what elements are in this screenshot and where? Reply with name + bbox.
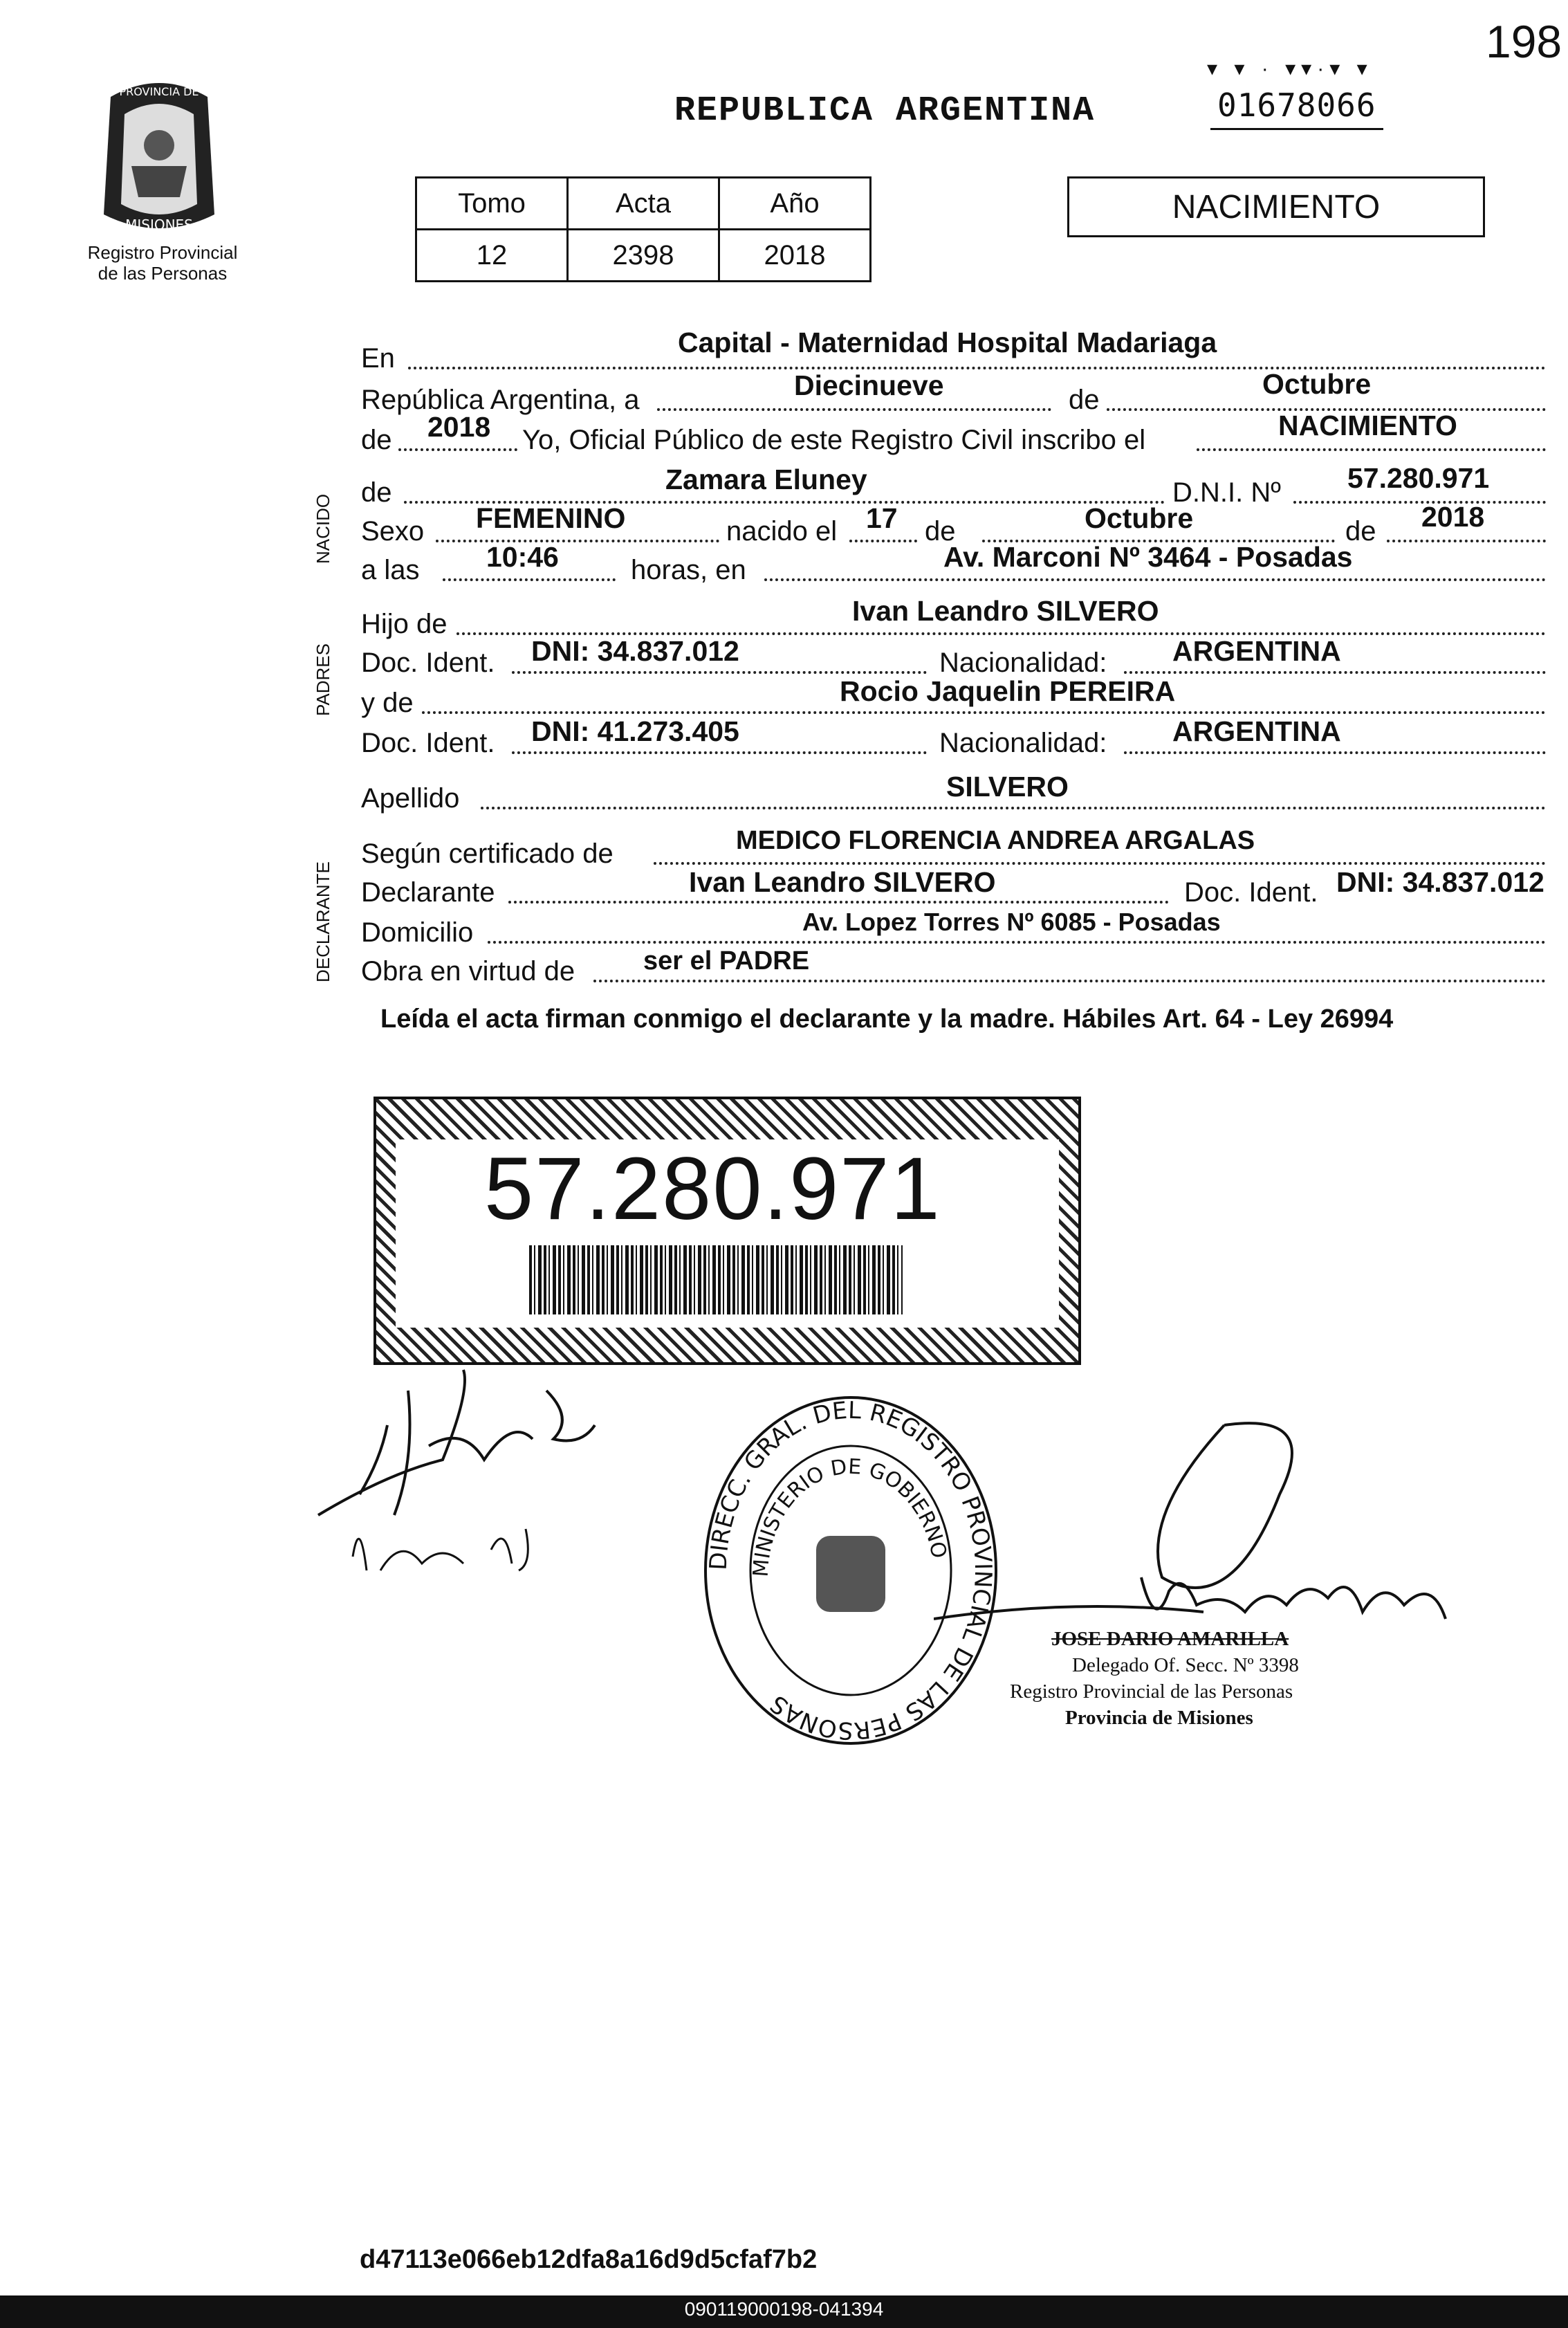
label-de-year: de (361, 425, 392, 455)
logo-top-text: PROVINCIA DE (119, 85, 199, 98)
record-value-anio: 2018 (719, 230, 871, 282)
value-birth-month: Octubre (1085, 502, 1194, 534)
legal-statement: Leída el acta firman conmigo el declarante y la madre. Hábiles Art. 64 - Ley 26994 (380, 1005, 1394, 1034)
value-time: 10:46 (486, 541, 559, 573)
dotted-line (512, 671, 927, 674)
value-father: Ivan Leandro SILVERO (852, 595, 1159, 627)
dotted-line (1197, 448, 1546, 451)
mother-signature (304, 1363, 636, 1626)
dotted-line (443, 578, 616, 581)
label-doc-ident-father: Doc. Ident. (361, 648, 495, 678)
serial-perforation-marks: ▾ ▾ · ▾▾·▾ ▾ (1207, 57, 1373, 80)
label-apellido: Apellido (361, 783, 460, 814)
label-hijo-de: Hijo de (361, 609, 448, 639)
value-day-word: Diecinueve (794, 369, 944, 401)
record-table (415, 176, 871, 282)
label-de: de (1069, 385, 1100, 415)
label-a-las: a las (361, 555, 420, 585)
value-father-nationality: ARGENTINA (1172, 635, 1341, 667)
dotted-line (488, 941, 1546, 944)
barcode (529, 1245, 903, 1314)
label-horas-en: horas, en (631, 555, 746, 585)
value-sexo: FEMENINO (476, 502, 626, 534)
label-nacionalidad-mother: Nacionalidad: (939, 728, 1107, 758)
side-label-padres: PADRES (313, 643, 333, 716)
dotted-line (849, 540, 917, 542)
dni-sticker-number: 57.280.971 (484, 1139, 941, 1238)
value-mother: Rocio Jaquelin PEREIRA (840, 675, 1176, 707)
value-inscribe: NACIMIENTO (1278, 410, 1457, 441)
value-birth-day: 17 (866, 502, 898, 534)
value-birth-year: 2018 (1421, 501, 1485, 533)
dotted-line (1124, 671, 1546, 674)
document-hash: d47113e066eb12dfa8a16d9d5cfaf7b2 (360, 2245, 818, 2274)
page-number: 198 (1486, 16, 1562, 67)
dotted-line (481, 807, 1546, 809)
label-de-birth-year: de (1345, 516, 1376, 547)
side-label-nacido: NACIDO (313, 493, 333, 564)
record-type-box: NACIMIENTO (1067, 176, 1485, 237)
footer-code: 090119000198-041394 (684, 2298, 884, 2320)
label-obra-en-virtud: Obra en virtud de (361, 956, 575, 987)
value-birth-place: Av. Marconi Nº 3464 - Posadas (943, 541, 1353, 573)
office-name-line2: de las Personas (98, 263, 228, 284)
label-yo-text: Yo, Oficial Público de este Registro Civil inscribo el (522, 425, 1146, 455)
label-republica: República Argentina, a (361, 385, 640, 415)
value-dni: 57.280.971 (1347, 462, 1490, 494)
dotted-line (1387, 540, 1546, 542)
label-de-birth-month: de (925, 516, 956, 547)
value-declarante: Ivan Leandro SILVERO (689, 866, 996, 898)
record-header-tomo: Tomo (416, 178, 568, 230)
value-year: 2018 (427, 411, 491, 443)
value-apellido: SILVERO (946, 771, 1069, 803)
office-name-line1: Registro Provincial (87, 242, 238, 263)
value-child-name: Zamara Eluney (665, 464, 867, 495)
dotted-line (422, 711, 1546, 714)
value-father-doc: DNI: 34.837.012 (531, 635, 739, 667)
official-signature-block (1010, 1626, 1299, 1731)
label-y-de: y de (361, 688, 414, 718)
dotted-line (1124, 751, 1546, 754)
dotted-line (436, 540, 719, 542)
dotted-line (764, 578, 1546, 581)
dotted-line (654, 862, 1546, 865)
value-month: Octubre (1262, 368, 1372, 400)
label-declarante: Declarante (361, 877, 495, 908)
label-domicilio: Domicilio (361, 917, 474, 948)
record-value-tomo: 12 (416, 230, 568, 282)
official-title: Delegado Of. Secc. Nº 3398 (1072, 1654, 1299, 1676)
value-place: Capital - Maternidad Hospital Madariaga (678, 327, 1217, 358)
label-nacionalidad-father: Nacionalidad: (939, 648, 1107, 678)
dotted-line (593, 980, 1546, 982)
official-name: JOSE DARIO AMARILLA (1051, 1628, 1289, 1650)
logo-bottom-text: MISIONES (125, 217, 193, 233)
document-title: REPUBLICA ARGENTINA (674, 91, 1096, 131)
office-name (62, 242, 263, 284)
label-nacido-el: nacido el (726, 516, 838, 547)
serial-number: 01678066 (1210, 86, 1383, 130)
dotted-line (398, 448, 517, 451)
side-label-declarante: DECLARANTE (313, 861, 333, 982)
label-doc-ident-mother: Doc. Ident. (361, 728, 495, 758)
label-dni: D.N.I. Nº (1172, 477, 1281, 508)
value-obra: ser el PADRE (643, 946, 810, 975)
value-domicilio: Av. Lopez Torres Nº 6085 - Posadas (802, 908, 1221, 936)
label-segun-certificado: Según certificado de (361, 838, 614, 869)
official-province: Provincia de Misiones (1065, 1707, 1253, 1729)
dotted-line (657, 408, 1051, 411)
label-sexo: Sexo (361, 516, 425, 547)
dotted-line (408, 367, 1546, 369)
seal-outer-text: DIRECC. GRAL. DEL REGISTRO PROVINCIAL DE LAS PERSONAS (704, 1396, 997, 1745)
record-table-value-row (416, 230, 871, 282)
record-value-acta: 2398 (568, 230, 719, 282)
official-office: Registro Provincial de las Personas (1010, 1680, 1293, 1703)
value-declarante-doc: DNI: 34.837.012 (1336, 866, 1544, 898)
value-certificado: MEDICO FLORENCIA ANDREA ARGALAS (736, 826, 1255, 855)
label-de-name: de (361, 477, 392, 508)
value-mother-nationality: ARGENTINA (1172, 715, 1341, 747)
seal-inner-text: MINISTERIO DE GOBIERNO (748, 1454, 951, 1578)
provincial-coat-of-arms-logo (83, 76, 235, 242)
dotted-line (508, 901, 1169, 904)
label-doc-ident-declarante: Doc. Ident. (1184, 877, 1318, 908)
record-header-anio: Año (719, 178, 871, 230)
record-table-header-row (416, 178, 871, 230)
dotted-line (1293, 501, 1546, 504)
label-en: En (361, 343, 395, 374)
dotted-line (512, 751, 927, 754)
value-mother-doc: DNI: 41.273.405 (531, 715, 739, 747)
record-header-acta: Acta (568, 178, 719, 230)
